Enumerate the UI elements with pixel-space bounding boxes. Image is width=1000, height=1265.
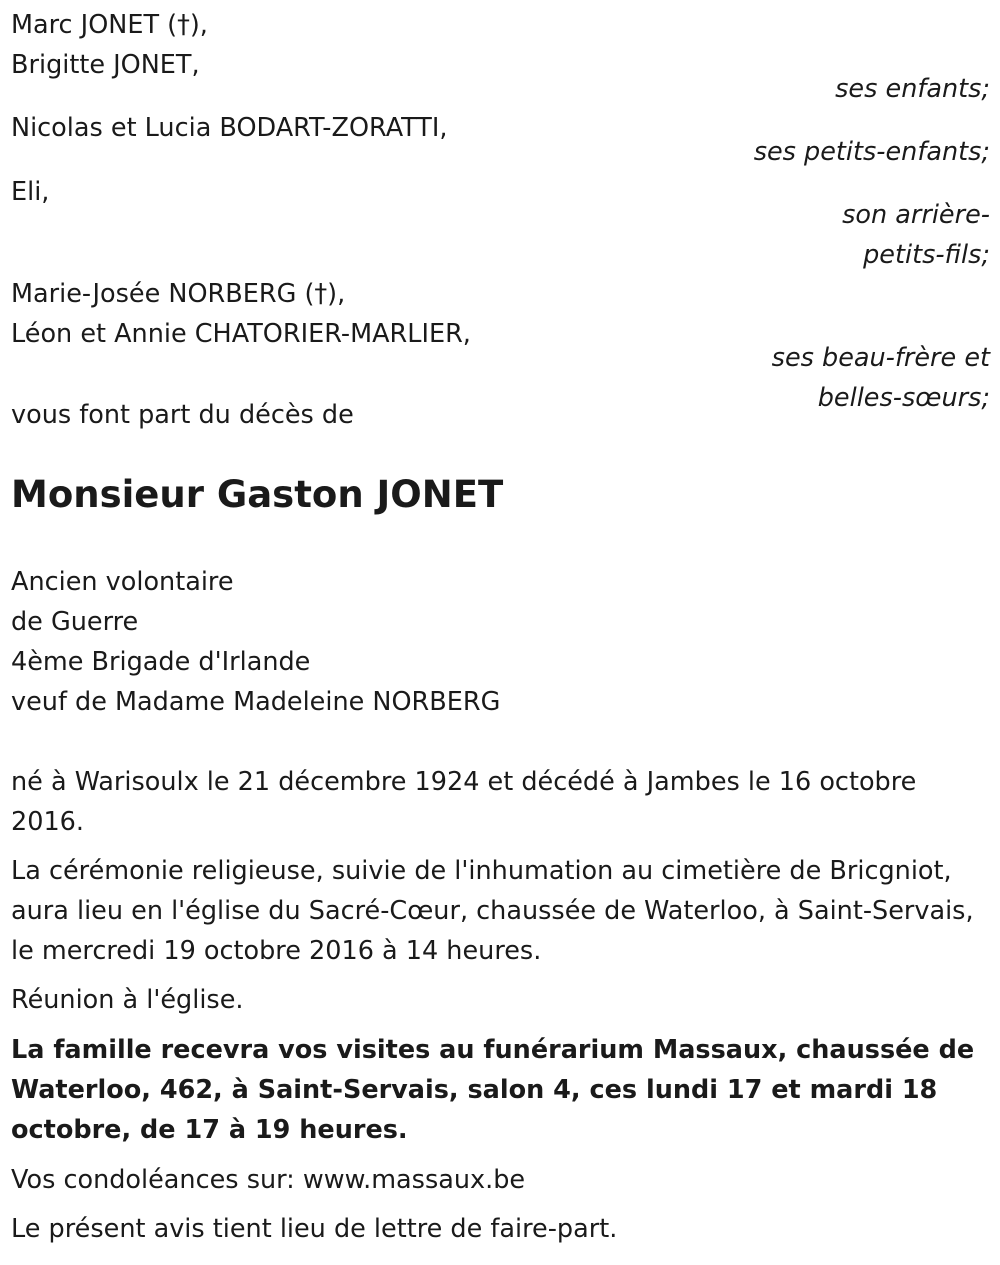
ceremony-details: La cérémonie religieuse, suivie de l'inhumation au cimetière de Bricgniot, aura lieu en l'église du Sacré-Cœur, chaussée de Waterloo, à Saint-Servais, le mercredi 19 octobre 2016 à 14 heures. [11,856,974,966]
in-laws-role-line1: ses beau-frère et [771,343,990,373]
in-law-name: Marie-Josée NORBERG (†), [11,279,346,309]
visits-info: La famille recevra vos visites au funérarium Massaux, chaussée de Waterloo, 462, à Saint-Servais, salon 4, ces lundi 17 et mardi 18 octobre, de 17 à 19 heures. [11,1035,975,1145]
in-law-name: Léon et Annie CHATORIER-MARLIER, [11,319,471,349]
grandchildren-role: ses petits-enfants; [753,137,990,167]
condolences-info: Vos condoléances sur: www.massaux.be [11,1165,526,1195]
great-grandson-role-line1: son arrière- [842,200,990,230]
great-grandson-name: Eli, [11,177,50,207]
deceased-title: de Guerre [11,607,139,637]
deceased-title: 4ème Brigade d'Irlande [11,647,311,677]
deceased-title: veuf de Madame Madeleine NORBERG [11,687,501,717]
birth-death-dates: né à Warisoulx le 21 décembre 1924 et décédé à Jambes le 16 octobre 2016. [11,767,917,837]
children-role: ses enfants; [835,74,990,104]
child-name: Brigitte JONET, [11,50,200,80]
meeting-info: Réunion à l'église. [11,985,244,1015]
in-laws-role-line2: belles-sœurs; [817,383,990,413]
deceased-title: Ancien volontaire [11,567,234,597]
announcement-text: vous font part du décès de [11,400,354,430]
notice-text: Le présent avis tient lieu de lettre de faire-part. [11,1214,618,1244]
child-name: Marc JONET (†), [11,10,208,40]
grandchildren-names: Nicolas et Lucia BODART-ZORATTI, [11,113,448,143]
great-grandson-role-line2: petits-fils; [863,240,990,270]
deceased-name: Monsieur Gaston JONET [11,473,504,516]
